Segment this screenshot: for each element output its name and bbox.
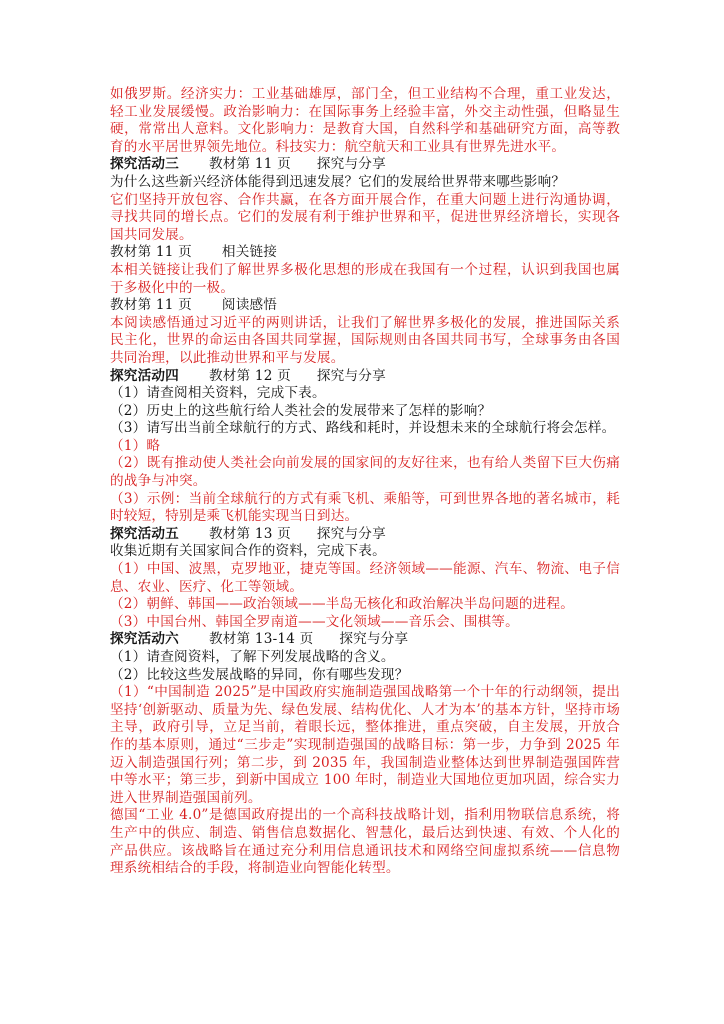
activity-4-title: 探究活动四	[110, 367, 179, 384]
activity-6-title: 探究活动六	[110, 631, 179, 648]
activity-4-question-3: （3）请写出当前全球航行的方式、路线和耗时，并设想未来的全球航行将会怎样。	[110, 420, 616, 437]
reading-text: 本阅读感悟通过习近平的两则讲话，让我们了解世界多极化的发展，推进国际关系民主化，世界的命运由各国共同掌握，国际规则由各国共同书写，全球事务由各国共同治理，以此推动世界和平与发展。	[110, 314, 620, 366]
activity-4-answer-1: （1）略	[110, 437, 161, 454]
activity-5-question: 收集近期有关国家间合作的资料，完成下表。	[110, 543, 386, 560]
reading-type: 阅读感悟	[221, 297, 278, 314]
activity-6-type: 探究与分享	[339, 631, 409, 648]
activity-6-heading	[110, 631, 620, 649]
activity-3-ref: 教材第 11 页	[208, 156, 291, 173]
related-link-type: 相关链接	[221, 244, 278, 261]
activity-4-type: 探究与分享	[316, 367, 386, 384]
activity-6-ref: 教材第 13-14 页	[208, 631, 314, 648]
activity-5-title: 探究活动五	[110, 525, 179, 542]
activity-3-answer: 它们坚持开放包容、合作共赢，在各方面开展合作，在重大问题上进行沟通协调，寻找共同的增长点。它们的发展有利于维护世界和平，促进世界经济增长，实现各国共同发展。	[110, 191, 620, 243]
activity-5-heading	[110, 526, 620, 544]
activity-6-answer-industry-40: 德国“工业 4.0”是德国政府提出的一个高科技战略计划，指利用物联信息系统，将生产中的供应、制造、销售信息数据化、智慧化，最后达到快速、有效、个人化的产品供应。该战略旨在通过充分利用信息通讯技术和网络空间虚拟系统——信息物理系统相结合的手段，将制造业向智能化转型。	[110, 807, 620, 877]
activity-5-answer-1: （1）中国、波黑，克罗地亚，捷克等国。经济领域——能源、汽车、物流、电子信息、农业、医疗、化工等领域。	[110, 561, 620, 595]
document-page	[110, 86, 620, 878]
activity-3-title: 探究活动三	[110, 156, 179, 173]
activity-5-answer-2: （2）朝鲜、韩国——政治领域——半岛无核化和政治解决半岛问题的进程。	[110, 596, 575, 613]
related-link-ref: 教材第 11 页	[110, 244, 192, 261]
activity-4-ref: 教材第 12 页	[208, 367, 291, 384]
paragraph-russia: 如俄罗斯。经济实力：工业基础雄厚，部门全，但工业结构不合理，重工业发达，轻工业发展缓慢。政治影响力：在国际事务上经验丰富，外交主动性强，但略显生硬，常常出人意料。文化影响力：是教育大国，自然科学和基础研究方面，高等教育的水平居世界领先地位。科技实力：航空航天和工业具有世界先进水平。	[110, 86, 620, 155]
reading-heading	[110, 297, 620, 315]
activity-3-question: 为什么这些新兴经济体能得到迅速发展？它们的发展给世界带来哪些影响？	[110, 173, 566, 190]
activity-5-ref: 教材第 13 页	[208, 525, 291, 542]
related-link-text: 本相关链接让我们了解世界多极化思想的形成在我国有一个过程，认识到我国也属于多极化中的一极。	[110, 261, 620, 296]
activity-3-heading	[110, 156, 620, 174]
activity-6-question-2: （2）比较这些发展战略的异同，你有哪些发现？	[110, 666, 409, 683]
activity-4-question-1: （1）请查阅相关资料，完成下表。	[110, 385, 326, 402]
activity-4-heading	[110, 368, 620, 386]
activity-3-type: 探究与分享	[316, 156, 386, 173]
reading-ref: 教材第 11 页	[110, 297, 192, 314]
activity-4-answer-2: （2）既有推动使人类社会向前发展的国家间的友好往来，也有给人类留下巨大伤痛的战争与冲突。	[110, 455, 620, 490]
activity-5-answer-3: （3）中国台州、韩国全罗南道——文化领域——音乐会、围棋等。	[110, 613, 519, 630]
activity-4-answer-3: （3）示例：当前全球航行的方式有乘飞机、乘船等，可到世界各地的著名城市，耗时较短，特别是乘飞机能实现当日到达。	[110, 490, 620, 525]
activity-4-question-2: （2）历史上的这些航行给人类社会的发展带来了怎样的影响？	[110, 402, 492, 419]
activity-5-type: 探究与分享	[316, 525, 386, 542]
related-link-heading	[110, 244, 620, 262]
activity-6-question-1: （1）请查阅资料，了解下列发展战略的含义。	[110, 649, 395, 665]
activity-6-answer-china-2025: （1）“中国制造 2025”是中国政府实施制造强国战略第一个十年的行动纲领，提出坚持‘创新驱动、质量为先、绿色发展、结构优化、人才为本’的基本方针，坚持市场主导，政府引导，立足当前，着眼长远，整体推进，重点突破，自主发展，开放合作的基本原则，通过“三步走”实现制造强国的战略目标：第一步，力争到 2025 年迈入制造强国行列；第二步，到 2035 年，我国制造业整体达到世界制造强国阵营中等水平；第三步，到新中国成立 100 年时，制造业大国地位更加巩固，综合实力进入世界制造强国前列。	[110, 684, 620, 806]
